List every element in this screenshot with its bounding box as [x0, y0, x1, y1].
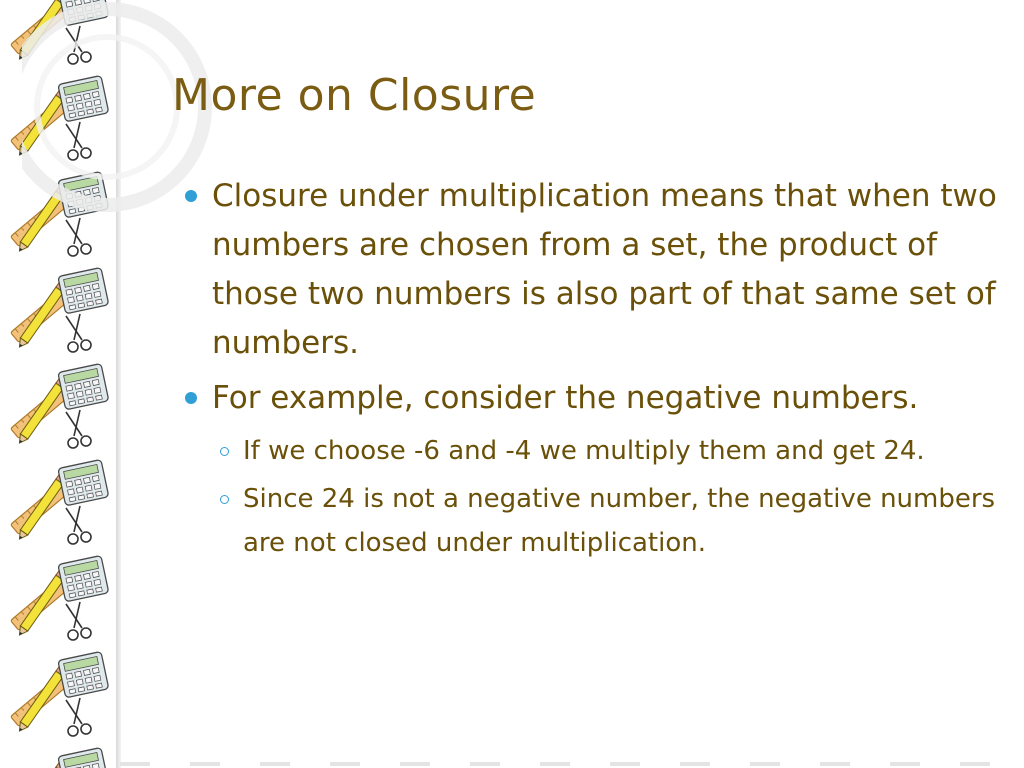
bullet-text: Closure under multiplication means that when two numbers are chosen from a set, the product of those two numbers is also part of that same set of numbers.: [212, 178, 997, 361]
bullet-dot-icon: [185, 190, 197, 202]
sub-bullet-ring-icon: [220, 447, 229, 456]
sub-bullet-ring-icon: [220, 495, 229, 504]
sub-bullet-item: [216, 477, 1010, 565]
bullet-item: [185, 172, 1010, 368]
bullet-item: [185, 374, 1010, 423]
sub-bullet-list: [185, 429, 1010, 565]
slide-title: More on Closure: [172, 70, 537, 121]
sub-bullet-text: Since 24 is not a negative number, the negative numbers are not closed under multiplication.: [243, 484, 996, 558]
bullet-dot-icon: [185, 392, 197, 404]
slide-content: [185, 172, 1010, 569]
bullet-text: For example, consider the negative numbers.: [212, 380, 919, 416]
footer-decoration: [120, 758, 1024, 768]
sub-bullet-item: [216, 429, 1010, 473]
sub-bullet-text: If we choose -6 and -4 we multiply them and get 24.: [243, 436, 925, 466]
